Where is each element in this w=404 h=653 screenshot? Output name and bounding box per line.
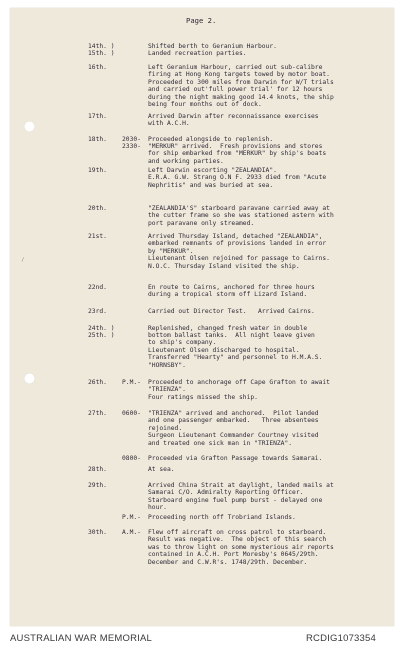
entry-line: was to throw light on some mysterious air reports [148,543,334,551]
entry-date: 16th. [88,64,107,71]
entry-time: A.M.- [122,529,141,536]
entry-line: At sea. [148,466,175,473]
entry-line: Left Darwin escorting "ZEALANDIA". [148,167,277,174]
page-number: Page 2. [186,16,217,25]
entry-line: with A.C.H. [148,120,190,128]
entry-date: 23rd. [88,308,107,315]
entry-body [148,410,386,447]
entry-date: 19th. [88,167,107,174]
entry-body [148,113,386,128]
entry-date: 25th. ) [88,332,115,339]
entry-line: Four ratings missed the ship. [148,393,258,401]
entry-body [148,64,386,108]
entry-line: Flew off aircraft on cross patrol to starboard. [148,529,327,536]
entry-time: 0600- [122,410,141,417]
entry-date: 20th. [88,205,107,212]
entry-line: and treated one sick man in "TRIENZA". [148,439,293,447]
entry-time: 2030- [122,136,141,143]
entry-date: 18th. [88,136,107,143]
entry-line: Landed recreation parties. [148,50,247,57]
entry-line: December and C.W.R's. 1748/29th. December. [148,558,308,566]
entry-line: Proceeded to anchorage off Cape Grafton to await [148,379,330,386]
entry-line: embarked remnants of provisions landed in error [148,240,327,248]
entry-line: contained in A.C.H. Port Moresby's 0645/29th. [148,551,319,559]
entry-line: Proceeded alongside to replenish. [148,136,274,143]
entry-line: during the night making good 14.4 knots, the ship [148,93,334,101]
entry-line: Transferred "Hearty" and personnel to H.M.A.S. [148,354,323,362]
entry-date: 30th. [88,529,107,536]
entry-line: by "MERKUR". [148,247,194,255]
entry-line: Replenished, changed fresh water in double [148,325,308,332]
entry-line: Starboard engine fuel pump burst - delayed one [148,496,323,504]
entry-date: 21st. [88,233,107,240]
footer-record-id: RCDIG1073354 [306,633,376,644]
entry-date: 17th. [88,113,107,120]
entry-body [148,455,386,462]
entry-line: "TRIENZA". [148,386,186,394]
entry-line: Samarai C/O. Admiralty Reporting Officer. [148,489,304,497]
entry-body [148,233,386,270]
entry-body [148,308,386,315]
entry-line: and one passenger embarked. Three absentees [148,417,319,425]
entry-line: Proceeded via Grafton Passage towards Samarai. [148,455,323,462]
entry-line: being four months out of dock. [148,101,262,109]
entry-body [148,143,386,165]
entry-line: Result was negative. The object of this search [148,536,327,544]
entry-line: and working parties. [148,157,224,165]
entry-line: "MERKUR" arrived. Fresh provisions and stores [148,143,323,150]
entry-date: 29th. [88,482,107,489]
entry-line: Arrived Darwin after reconnaissance exercises [148,113,319,120]
entry-line: "TRIENZA" arrived and anchored. Pilot landed [148,410,319,417]
entry-line: Nephritis" and was buried at sea. [148,181,274,189]
entry-line: Proceeding north off Trobriand Islands. [148,514,296,521]
entry-body [148,50,386,57]
entry-body [148,514,386,521]
entry-body [148,205,386,227]
entry-line: En route to Cairns, anchored for three hours [148,284,315,291]
entry-line: Shifted berth to Geranium Harbour. [148,43,277,50]
entry-line: hour. [148,504,167,512]
punch-hole [24,121,35,132]
entry-line: Arrived China Strait at daylight, landed mails at [148,482,334,489]
entry-date: 15th. ) [88,50,115,57]
entry-line: "ZEALANDIA'S" starboard paravane carried away at [148,205,330,212]
entry-body [148,332,386,369]
entry-line: to ship's company. [148,339,217,347]
entry-date: 22nd. [88,284,107,291]
punch-hole [24,373,35,384]
entry-line: Surgeon Lieutenant Commander Courtney visited [148,432,319,440]
entry-date: 27th. [88,410,107,417]
entry-time: P.M.- [122,514,141,521]
entry-line: Left Geranium Harbour, carried out sub-calibre [148,64,323,71]
entry-time: P.M.- [122,379,141,386]
entry-body [148,379,386,401]
entry-line: N.O.C. Thursday Island visited the ship. [148,262,300,270]
entry-body [148,466,386,473]
entry-time: 2330- [122,143,141,150]
entry-body [148,529,386,566]
entry-line: bottom ballast tanks. All night leave given [148,332,315,339]
entry-line: Carried out Director Test. Arrived Cairns. [148,308,315,315]
footer-source: AUSTRALIAN WAR MEMORIAL [10,633,153,644]
entry-line: the cutter frame so she was stationed astern with [148,212,334,220]
entry-line: "HORNSBY". [148,361,186,369]
entry-line: rejoined. [148,424,183,432]
entry-body [148,482,386,512]
entry-date: 24th. ) [88,325,115,332]
entry-line: port paravane only streamed. [148,219,255,227]
entry-line: Proceeded to 300 miles from Darwin for W/T trials [148,78,334,86]
entry-line: Lieutenant Olsen discharged to hospital. [148,346,300,354]
entry-line: Lieutenant Olsen rejoined for passage to Cairns. [148,255,330,263]
entry-line: during a tropical storm off Lizard Island. [148,291,308,299]
entry-date: 28th. [88,466,107,473]
entry-time: 0800- [122,455,141,462]
entry-line: for ship embarked from "MERKUR" by ship's boats [148,150,327,158]
entry-line: firing at Hong Kong targets towed by motor boat. [148,71,330,79]
entry-line: and carried out'full power trial' for 12 hours [148,86,323,94]
entry-body [148,284,386,299]
margin-pencil-mark: / [21,256,24,264]
entry-date: 14th. ) [88,43,115,50]
entry-date: 26th. [88,379,107,386]
entry-line: E.R.A. G.W. Strang O.N F. 2933 died from "Acute [148,174,327,182]
entry-body [148,167,386,189]
entry-line: Arrived Thursday Island, detached "ZEALANDIA", [148,233,323,240]
